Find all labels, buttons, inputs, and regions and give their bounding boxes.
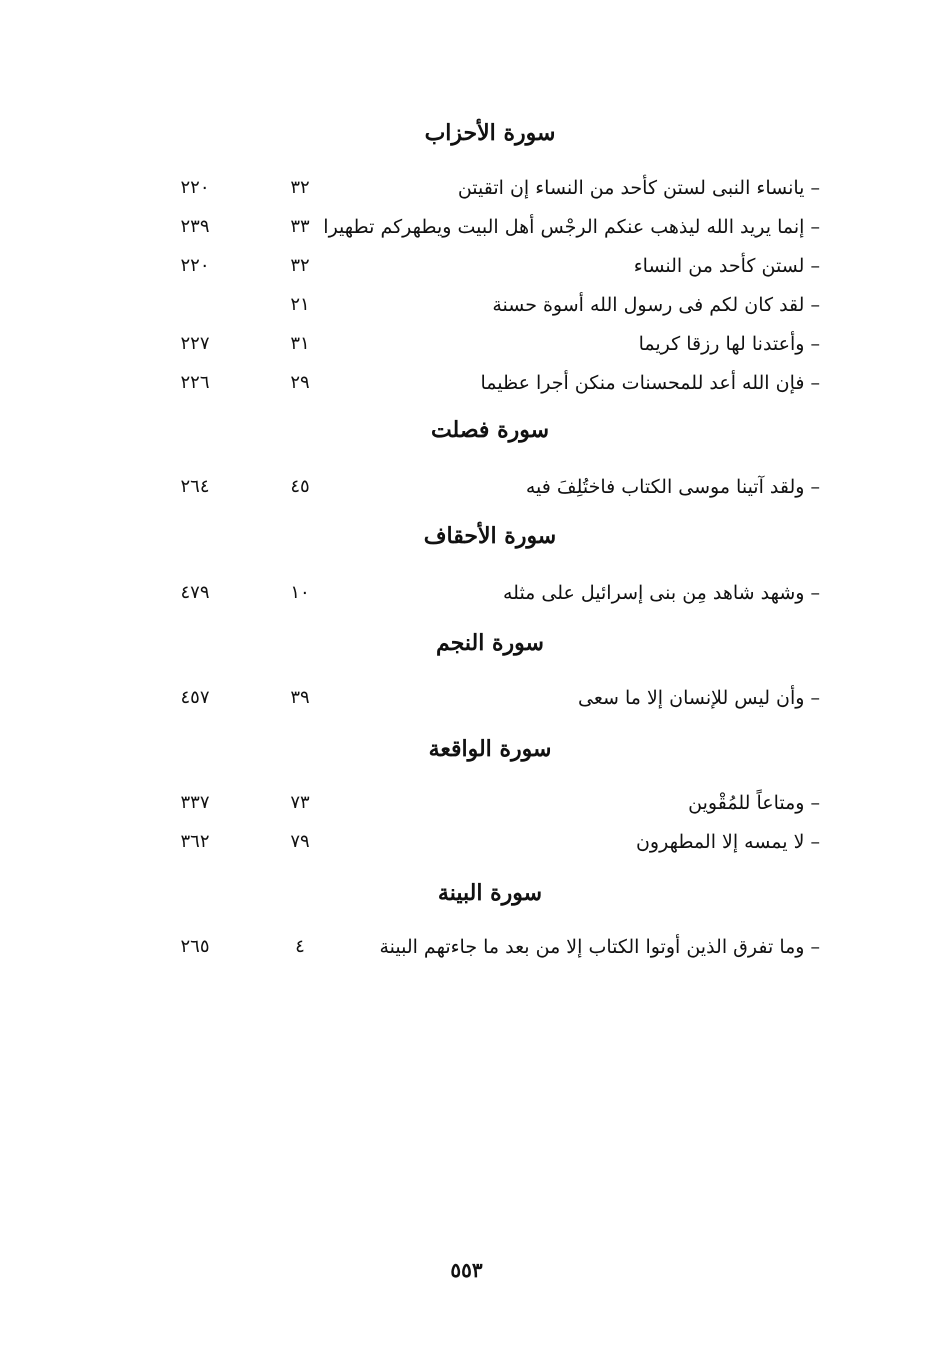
ayah-number: ٧٩ bbox=[290, 831, 310, 852]
page-ref: ٢٢٦ bbox=[180, 372, 210, 393]
surah-title: سورة الأحقاف bbox=[423, 523, 557, 549]
verse-text: – وما تفرق الذين أوتوا الكتاب إلا من بعد ما جاءتهم البينة bbox=[379, 936, 820, 958]
ayah-number: ٤ bbox=[295, 936, 305, 957]
ayah-number: ٢٩ bbox=[290, 372, 310, 393]
surah-section-an-najm bbox=[140, 628, 840, 722]
page-ref: ٢٦٥ bbox=[180, 936, 210, 957]
verse-text: – إنما يريد الله ليذهب عنكم الرجْس أهل البيت ويطهركم تطهيرا bbox=[323, 216, 820, 238]
surah-title: سورة البينة bbox=[437, 880, 543, 906]
verse-text: – لا يمسه إلا المطهرون bbox=[635, 831, 820, 853]
index-row bbox=[140, 173, 840, 212]
ayah-number: ٣٣ bbox=[290, 216, 310, 237]
surah-section-al-bayyina bbox=[140, 878, 840, 971]
index-row bbox=[140, 932, 840, 971]
surah-section-al-ahqaf bbox=[140, 521, 840, 617]
index-row bbox=[140, 212, 840, 251]
index-row bbox=[140, 683, 840, 722]
verse-text: – وشهد شاهد مِن بنى إسرائيل على مثله bbox=[502, 582, 820, 604]
page-ref: ٢٢٠ bbox=[180, 177, 210, 198]
page-ref: ٢٦٤ bbox=[180, 476, 210, 497]
verse-text: – يانساء النبى لستن كأحد من النساء إن اتقيتن bbox=[457, 177, 820, 199]
page-ref: ٢٢٧ bbox=[180, 333, 210, 354]
verse-text: – ومتاعاً للمُقْوين bbox=[688, 792, 820, 814]
verse-text: – ولقد آتينا موسى الكتاب فاختُلِفَ فيه bbox=[525, 476, 820, 498]
verse-text: – وأعتدنا لها رزقا كريما bbox=[638, 333, 820, 355]
page-ref: ٣٣٧ bbox=[180, 792, 210, 813]
index-row bbox=[140, 578, 840, 617]
page-ref: ٢٢٠ bbox=[180, 255, 210, 276]
ayah-number: ١٠ bbox=[290, 582, 310, 603]
index-row bbox=[140, 788, 840, 827]
index-row bbox=[140, 251, 840, 290]
page-number: ٥٥٣ bbox=[450, 1258, 483, 1282]
page-ref: ٤٥٧ bbox=[180, 687, 210, 708]
page-ref: ٣٦٢ bbox=[180, 831, 210, 852]
index-row bbox=[140, 827, 840, 866]
surah-section-al-waqia bbox=[140, 734, 840, 866]
surah-title: سورة النجم bbox=[436, 630, 544, 656]
verse-text: – لقد كان لكم فى رسول الله أسوة حسنة bbox=[492, 294, 820, 316]
surah-title: سورة الأحزاب bbox=[424, 120, 556, 146]
verse-text: – وأن ليس للإنسان إلا ما سعى bbox=[578, 687, 820, 709]
index-row bbox=[140, 290, 840, 329]
ayah-number: ٧٣ bbox=[290, 792, 310, 813]
surah-section-fussilat bbox=[140, 415, 840, 511]
verse-text: – فإن الله أعد للمحسنات منكن أجرا عظيما bbox=[480, 372, 820, 394]
index-row bbox=[140, 472, 840, 511]
ayah-number: ٤٥ bbox=[290, 476, 310, 497]
surah-section-al-ahzab bbox=[140, 118, 840, 407]
index-row bbox=[140, 368, 840, 407]
surah-title: سورة الواقعة bbox=[428, 736, 552, 762]
index-row bbox=[140, 329, 840, 368]
ayah-number: ٣٢ bbox=[290, 255, 310, 276]
ayah-number: ٣٩ bbox=[290, 687, 310, 708]
ayah-number: ٣٢ bbox=[290, 177, 310, 198]
page-ref: ٢٣٩ bbox=[180, 216, 210, 237]
verse-text: – لستن كأحد من النساء bbox=[633, 255, 820, 277]
surah-title: سورة فصلت bbox=[430, 417, 550, 443]
page-ref: ٤٧٩ bbox=[180, 582, 210, 603]
ayah-number: ٣١ bbox=[290, 333, 310, 354]
ayah-number: ٢١ bbox=[290, 294, 310, 315]
